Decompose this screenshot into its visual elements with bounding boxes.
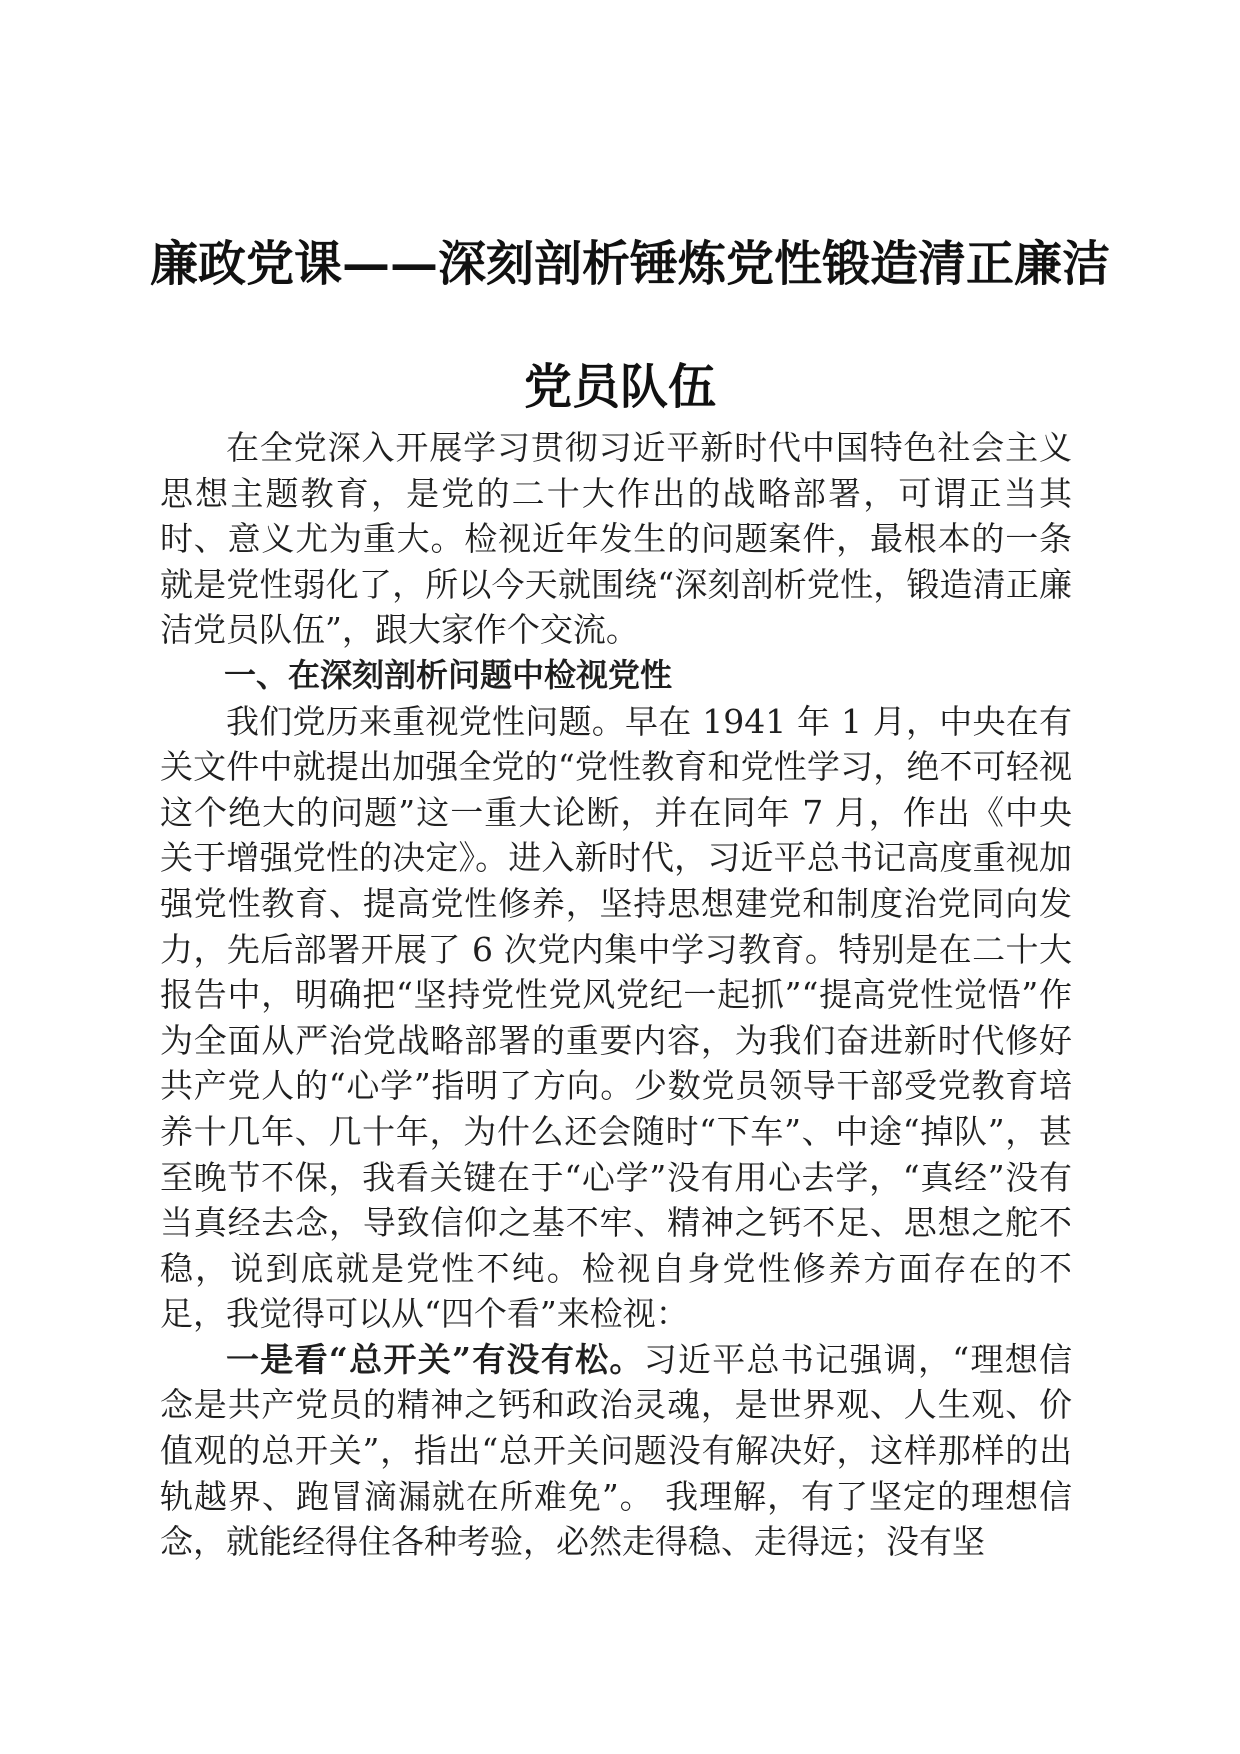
history-paragraph: 我们党历来重视党性问题。早在 1941 年 1 月，中央在有关文件中就提出加强全党的“党性教育和党性学习，绝不可轻视这个绝大的问题”这一重大论断，并在同年 7 月，作出《中央关于增强党性的决定》。进入新时代，习近平总书记高度重视加强党性教育、提高党性修养，坚持思想建党和制度治党同向发力，先后部署开展了 6 次党内集中学习教育。特别是在二十大报告中，明确把“坚持党性党风党纪一起抓”“提高党性觉悟”作为全面从严治党战略部署的重要内容，为我们奋进新时代修好共产党人的“心学”指明了方向。少数党员领导干部受党教育培养十几年、几十年，为什么还会随时“下车”、中途“掉队”，甚至晚节不保，我看关键在于“心学”没有用心去学，“真经”没有当真经去念，导致信仰之基不牢、精神之钙不足、思想之舵不稳，说到底就是党性不纯。检视自身党性修养方面存在的不足，我觉得可以从“四个看”来检视： (160, 701, 1072, 1334)
document-title-line-2: 党员队伍 (523, 359, 716, 415)
point-one-text: 习近平总书记强调，“理想信念是共产党员的精神之钙和政治灵魂，是世界观、人生观、价值观的总开关”，指出“总开关问题没有解决好，这样那样的出轨越界、跑冒滴漏就在所难免”。 我理解，有了坚定的理想信念，就能经得住各种考验，必然走得稳、走得远；没有坚 (160, 1339, 1072, 1562)
point-one-paragraph (160, 1337, 1072, 1565)
point-one-lead: 一是看“总开关”有没有松。 (226, 1339, 644, 1379)
section-heading: 一、在深刻剖析问题中检视党性 (224, 655, 673, 694)
document-body (160, 425, 1072, 1565)
intro-paragraph: 在全党深入开展学习贯彻习近平新时代中国特色社会主义思想主题教育，是党的二十大作出的战略部署，可谓正当其时、意义尤为重大。检视近年发生的问题案件，最根本的一条就是党性弱化了，所以今天就围绕“深刻剖析党性，锻造清正廉洁党员队伍”，跟大家作个交流。 (160, 428, 1072, 650)
document-title-line-1: 廉政党课——深刻剖析锤炼党性锻造清正廉洁 (150, 236, 1111, 292)
